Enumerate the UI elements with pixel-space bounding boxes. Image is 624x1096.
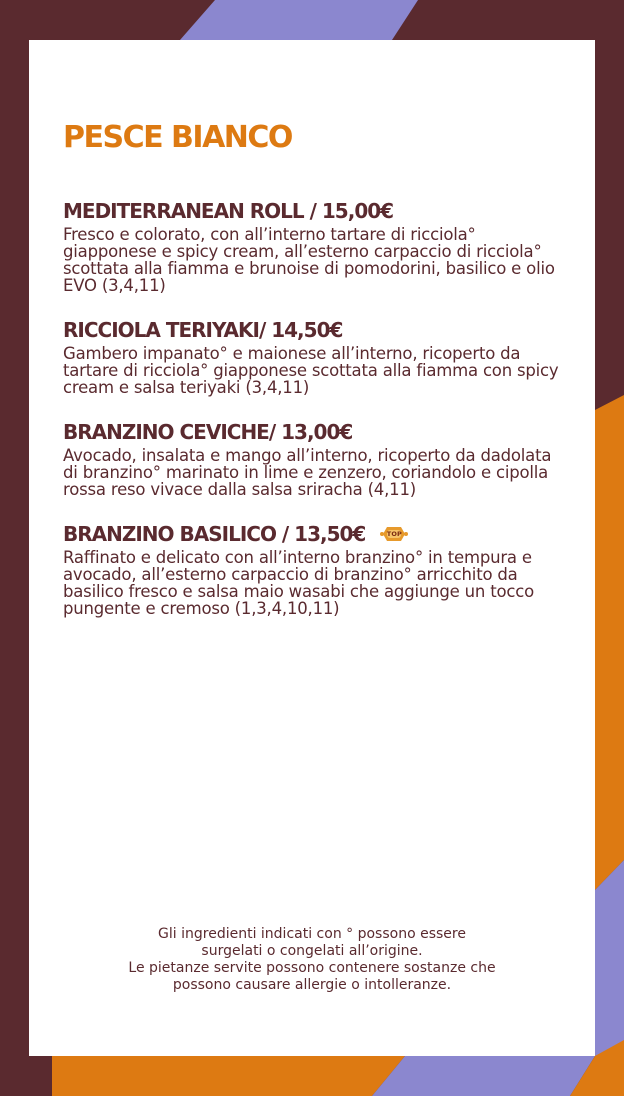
footer-line: Le pietanze servite possono contenere sostanze che bbox=[128, 960, 496, 976]
lavender-stripe-bottom bbox=[372, 1056, 595, 1096]
footer-line: surgelati o congelati all’origine. bbox=[201, 943, 423, 959]
item-description: Raffinato e delicato con all’interno branzino° in tempura e avocado, all’esterno carpaccio di branzino° arricchito da basilico fresco e salsa maio wasabi che aggiunge un tocco pungente e cremoso (1,3,4,10,11) bbox=[63, 548, 535, 618]
menu-item bbox=[63, 420, 561, 498]
orange-stripe-right bbox=[595, 395, 624, 890]
footer-line: possono causare allergie o intolleranze. bbox=[172, 977, 452, 993]
menu-item bbox=[63, 522, 561, 617]
item-description: Gambero impanato° e maionese all’interno, ricoperto da tartare di ricciola° giapponese scottata alla fiamma con spicy cream e salsa teriyaki (3,4,11) bbox=[63, 344, 559, 397]
item-title-text: MEDITERRANEAN ROLL / 15,00€ bbox=[63, 199, 394, 223]
menu-card bbox=[29, 40, 595, 1056]
orange-stripe-bottom bbox=[52, 1056, 405, 1096]
item-title-text: RICCIOLA TERIYAKI/ 14,50€ bbox=[63, 318, 343, 342]
footer-line: Gli ingredienti indicati con ° possono essere bbox=[158, 926, 466, 942]
item-title bbox=[63, 522, 561, 546]
section-title: PESCE BIANCO bbox=[63, 120, 292, 155]
allergen-footer bbox=[29, 926, 595, 994]
badge-label: TOP bbox=[386, 530, 403, 538]
item-title bbox=[63, 199, 561, 223]
item-description: Avocado, insalata e mango all’interno, ricoperto da dadolata di branzino° marinato in lime e zenzero, coriandolo e cipolla rossa reso vivace dalla salsa sriracha (4,11) bbox=[63, 446, 552, 499]
top-badge-icon bbox=[379, 525, 409, 543]
item-title bbox=[63, 420, 561, 444]
lavender-stripe-right bbox=[595, 860, 624, 1056]
lavender-stripe-top bbox=[180, 0, 418, 40]
item-title-text: BRANZINO CEVICHE/ 13,00€ bbox=[63, 420, 353, 444]
item-title-text: BRANZINO BASILICO / 13,50€ bbox=[63, 522, 366, 546]
item-description: Fresco e colorato, con all’interno tartare di ricciola° giapponese e spicy cream, all’esterno carpaccio di ricciola° scottata alla fiamma e brunoise di pomodorini, basilico e olio EVO (3,4,11) bbox=[63, 225, 555, 295]
item-title bbox=[63, 318, 561, 342]
menu-item bbox=[63, 318, 561, 396]
menu-item bbox=[63, 199, 561, 294]
